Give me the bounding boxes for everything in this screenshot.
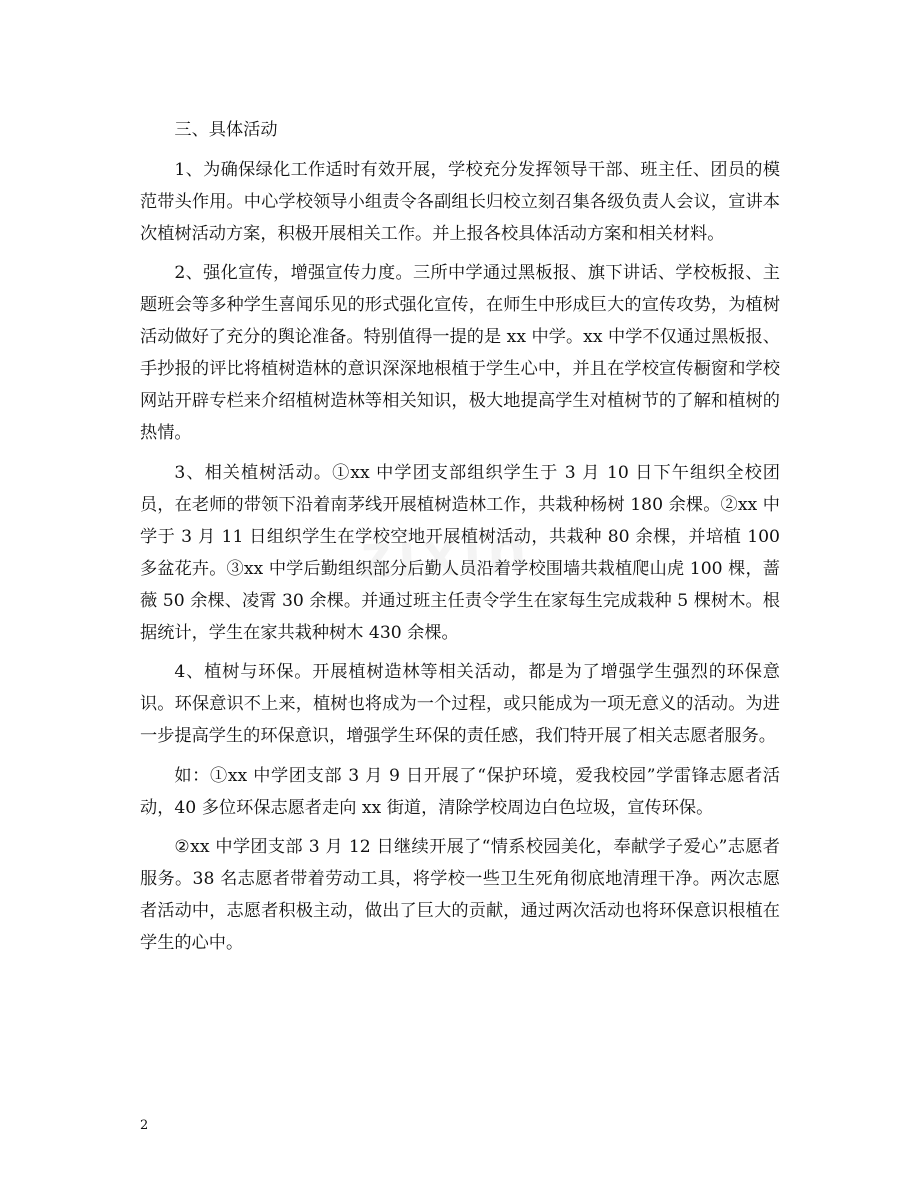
section-heading: 三、具体活动 xyxy=(174,120,278,140)
watermark: zixin xyxy=(358,514,534,592)
paragraph-6: ②xx 中学团支部 3 月 12 日继续开展了“情系校园美化，奉献学子爱心”志愿者服务。38 名志愿者带着劳动工具，将学校一些卫生死角彻底地清理干净。两次志愿者活动中，志愿者积极主动，做出了巨大的贡献，通过两次活动也将环保意识根植在学生的心中。 xyxy=(140,837,780,953)
paragraph-4: 4、植树与环保。开展植树造林等相关活动，都是为了增强学生强烈的环保意识。环保意识不上来，植树也将成为一个过程，或只能成为一项无意义的活动。为进一步提高学生的环保意识，增强学生环保的责任感，我们特开展了相关志愿者服务。 xyxy=(140,662,780,746)
paragraph-2: 2、强化宣传，增强宣传力度。三所中学通过黑板报、旗下讲话、学校板报、主题班会等多种学生喜闻乐见的形式强化宣传，在师生中形成巨大的宣传攻势，为植树活动做好了充分的舆论准备。特别值得一提的是 xx 中学。xx 中学不仅通过黑板报、手抄报的评比将植树造林的意识深深地根植于学生心中，并且在学校宣传橱窗和学校网站开辟专栏来介绍植树造林等相关知识，极大地提高学生对植树节的了解和植树的热情。 xyxy=(140,263,780,443)
page-number: 2 xyxy=(140,1118,149,1133)
paragraph-3: 3、相关植树活动。①xx 中学团支部组织学生于 3 月 10 日下午组织全校团员，在老师的带领下沿着南茅线开展植树造林工作，共栽种杨树 180 余棵。②xx 中学于 3 月 11 日组织学生在学校空地开展植树活动，共栽种 80 余棵，并培植 100 多盆花卉。③xx 中学后勤组织部分后勤人员沿着学校围墙共栽植爬山虎 100 棵，蔷薇 50 余棵、凌霄 30 余棵。并通过班主任责令学生在家每生完成栽种 5 棵树木。根据统计，学生在家共栽种树木 430 余棵。 xyxy=(140,462,780,643)
paragraph-5: 如：①xx 中学团支部 3 月 9 日开展了“保护环境，爱我校园”学雷锋志愿者活动，40 多位环保志愿者走向 xx 街道，清除学校周边白色垃圾，宣传环保。 xyxy=(140,765,780,818)
paragraph-1: 1、为确保绿化工作适时有效开展，学校充分发挥领导干部、班主任、团员的模范带头作用。中心学校领导小组责令各副组长归校立刻召集各级负责人会议，宣讲本次植树活动方案，积极开展相关工作。并上报各校具体活动方案和相关材料。 xyxy=(140,159,780,244)
document-body xyxy=(140,114,780,967)
